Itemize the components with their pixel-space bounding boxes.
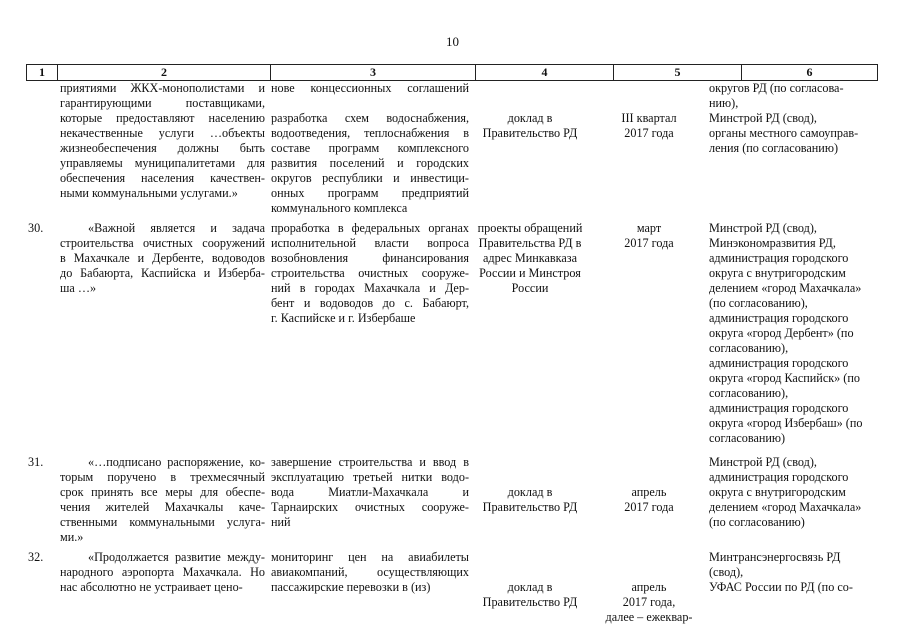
text-line: завершение строительства и ввод в — [271, 455, 469, 469]
text-line: доклад в — [507, 485, 553, 499]
row-0-c2 — [60, 81, 265, 201]
text-line: администрация городского — [709, 311, 849, 325]
text-line: III квартал — [621, 111, 677, 125]
text-line: Минэкономразвития РД, — [709, 236, 836, 250]
row-0-c5 — [590, 111, 708, 141]
text-line: округов республики и инвестици- — [271, 171, 469, 185]
text-line: жизнеобеспечения должны быть — [60, 141, 265, 155]
text-line: составе программ комплексного — [271, 141, 469, 155]
text-line: эксплуатацию третьей нитки водо- — [271, 470, 469, 484]
text-line: приятиями ЖКХ-монополистами и — [60, 81, 265, 95]
text-line: 2017 года — [624, 500, 674, 514]
text-line: вода Миатли-Махачкала и — [271, 485, 469, 499]
text-line: доклад в — [507, 580, 553, 594]
header-col-4: 4 — [476, 65, 614, 80]
text-line: март — [636, 221, 662, 235]
text-line: коммунального комплекса — [271, 201, 408, 215]
text-line: адрес Минкавказа — [482, 251, 578, 265]
text-line: ний в городах Махачкала и Дер- — [271, 281, 469, 295]
text-line: УФАС России по РД (по со- — [709, 580, 853, 594]
text-line: делением «город Махачкала» — [709, 500, 862, 514]
text-line: в Махачкале и Дербенте, водоводов — [60, 251, 265, 265]
row-0-c4 — [474, 111, 586, 141]
text-line: пассажирские перевозки в (из) — [271, 580, 431, 594]
table-header — [26, 64, 878, 81]
text-line: проработка в федеральных органах — [271, 221, 469, 235]
row-2-c4 — [474, 485, 586, 515]
text-line: администрация городского — [709, 251, 849, 265]
text-line: исполнительной власти вопроса — [271, 236, 469, 250]
text-line: округов РД (по согласова- — [709, 81, 844, 95]
text-line: округа «город Каспийск» (по — [709, 371, 860, 385]
text-line: (по согласованию) — [709, 515, 805, 529]
text-line: некачественные услуги …объекты — [60, 126, 265, 140]
text-line: водоотведения, теплоснабжения в — [271, 126, 469, 140]
text-line: управляемы муниципалитетами для — [60, 156, 265, 170]
text-line: округа «город Дербент» (по — [709, 326, 854, 340]
text-line: срок принять все меры для обеспе- — [60, 485, 265, 499]
text-line: проекты обращений — [477, 221, 583, 235]
text-line: ша …» — [60, 281, 97, 295]
text-line: чения жителей Махачкалы каче- — [60, 500, 265, 514]
text-line: разработка схем водоснабжения, — [271, 111, 469, 125]
text-line: ными коммунальными услугами.» — [60, 186, 238, 200]
text-line: «…подписано распоряжение, ко- — [88, 455, 265, 469]
text-line: апрель — [631, 580, 667, 594]
text-line: которые предоставляют населению — [60, 111, 265, 125]
row-3-c4 — [474, 580, 586, 610]
row-1-num: 30. — [28, 221, 44, 235]
text-line: мониторинг цен на авиабилеты — [271, 550, 469, 564]
row-1-c5 — [590, 221, 708, 251]
text-line: Правительство РД — [482, 595, 578, 609]
text-line: онных программ предприятий — [271, 186, 469, 200]
row-1-c3 — [271, 221, 469, 326]
text-line: администрация городского — [709, 356, 849, 370]
row-2-c6 — [709, 455, 879, 530]
text-line: согласованию), — [709, 386, 789, 400]
row-3-num: 32. — [28, 550, 44, 564]
text-line: «Продолжается развитие между- — [88, 550, 265, 564]
header-col-5: 5 — [614, 65, 742, 80]
text-line: апрель — [631, 485, 667, 499]
row-3-c6 — [709, 550, 879, 595]
text-line: далее – ежеквар- — [605, 610, 693, 624]
text-line: округа с внутригородским — [709, 485, 846, 499]
text-line: до Бабаюрта, Каспийска и Изберба- — [60, 266, 265, 280]
text-line: Правительства РД в — [478, 236, 582, 250]
row-1-c6 — [709, 221, 879, 446]
text-line: «Важной является и задача — [88, 221, 265, 235]
row-3-c3 — [271, 550, 469, 595]
header-col-1: 1 — [26, 65, 58, 80]
header-col-3: 3 — [271, 65, 476, 80]
row-2-num: 31. — [28, 455, 44, 469]
text-line: 2017 года, — [622, 595, 676, 609]
row-3-c5 — [590, 580, 708, 625]
text-line: России и Минстроя — [479, 266, 581, 280]
text-line: согласованию) — [709, 431, 786, 445]
row-0-c3 — [271, 81, 469, 216]
text-line: нове концессионных соглашений — [271, 81, 469, 95]
row-0-c6 — [709, 81, 879, 156]
text-line: ственными коммунальными услуга- — [60, 515, 265, 529]
text-line: ний — [271, 515, 291, 529]
text-line: бент и водоводов до с. Бабаюрт, — [271, 296, 469, 310]
text-line: 2017 года — [624, 126, 674, 140]
text-line: авиакомпаний, осуществляющих — [271, 565, 469, 579]
text-line: администрация городского — [709, 401, 849, 415]
text-line: нию), — [709, 96, 739, 110]
text-line: ми.» — [60, 530, 84, 544]
text-line: органы местного самоуправ- — [709, 126, 859, 140]
text-line: ления (по согласованию) — [709, 141, 838, 155]
text-line: доклад в — [507, 111, 553, 125]
text-line: администрация городского — [709, 470, 849, 484]
header-col-6: 6 — [742, 65, 878, 80]
text-line: строительства очистных сооруже- — [271, 266, 469, 280]
text-line: Минстрой РД (свод), — [709, 111, 817, 125]
text-line: народного аэропорта Махачкала. Но — [60, 565, 265, 579]
text-line: России — [511, 281, 549, 295]
text-line: обеспечения населения качествен- — [60, 171, 265, 185]
text-line: Тарнаирских очистных сооруже- — [271, 500, 469, 514]
row-2-c3 — [271, 455, 469, 530]
row-3-c2 — [60, 550, 265, 595]
text-line: 2017 года — [624, 236, 674, 250]
text-line: Минстрой РД (свод), — [709, 221, 817, 235]
text-line: развития поселений и городских — [271, 156, 469, 170]
text-line: делением «город Махачкала» — [709, 281, 862, 295]
row-2-c2 — [60, 455, 265, 545]
text-line: возобновления финансирования — [271, 251, 469, 265]
header-col-2: 2 — [58, 65, 271, 80]
text-line: округа «город Избербаш» (по — [709, 416, 863, 430]
row-2-c5 — [590, 485, 708, 515]
text-line — [271, 96, 469, 111]
page-number: 10 — [446, 34, 459, 49]
text-line: (свод), — [709, 565, 744, 579]
text-line: Минтрансэнергосвязь РД — [709, 550, 841, 564]
row-1-c2 — [60, 221, 265, 296]
text-line: нас абсолютно не устраивает цено- — [60, 580, 243, 594]
text-line: Правительство РД — [482, 500, 578, 514]
text-line: (по согласованию), — [709, 296, 808, 310]
text-line: гарантирующими поставщиками, — [60, 96, 265, 110]
text-line: Минстрой РД (свод), — [709, 455, 817, 469]
text-line: Правительство РД — [482, 126, 578, 140]
text-line: торым поручено в трехмесячный — [60, 470, 265, 484]
text-line: согласованию), — [709, 341, 789, 355]
text-line: г. Каспийске и г. Избербаше — [271, 311, 416, 325]
text-line: округа с внутригородским — [709, 266, 846, 280]
row-1-c4 — [474, 221, 586, 296]
text-line: строительства очистных сооружений — [60, 236, 265, 250]
